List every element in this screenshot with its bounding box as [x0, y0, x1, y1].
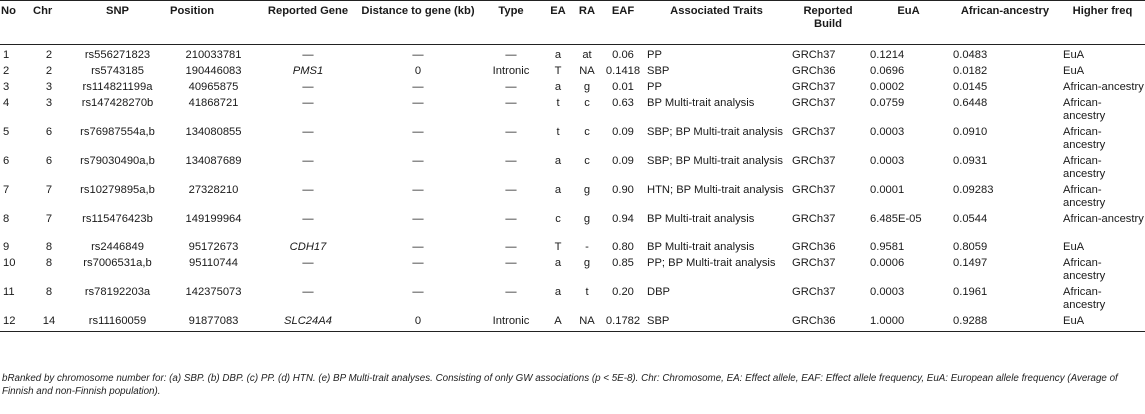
cell-build: GRCh37	[792, 257, 836, 269]
cell-snp: rs78192203a	[84, 286, 151, 298]
cell-snp: rs79030490a,b	[80, 155, 155, 167]
table-row	[0, 94, 1145, 123]
cell-snp: rs2446849	[91, 241, 144, 253]
table-row	[0, 238, 1145, 254]
cell-eaf: 0.1418	[605, 65, 641, 77]
cell-position: 95172673	[188, 241, 239, 253]
cell-eaf: 0.09	[612, 126, 634, 138]
cell-chr: 8	[45, 241, 53, 253]
cell-build: GRCh37	[792, 126, 836, 138]
cell-no: 2	[3, 65, 10, 77]
cell-eaf: 0.09	[612, 155, 634, 167]
cell-chr: 6	[45, 155, 53, 167]
table-row	[0, 210, 1145, 238]
cell-distance: —	[412, 241, 424, 253]
cell-build: GRCh37	[792, 49, 836, 61]
cell-build: GRCh37	[792, 81, 836, 93]
cell-snp: rs5743185	[91, 65, 144, 77]
cell-ea: a	[554, 49, 562, 61]
cell-ea: a	[554, 81, 562, 93]
cell-ea: A	[544, 312, 572, 332]
table-footnote: bRanked by chromosome number for: (a) SBP. (b) DBP. (c) PP. (d) HTN. (e) BP Multi-trait analyses. Consisting of only GW associations (p < 5E-8). Chr: Chromosome, EA: Effect allele, EAF: Effect allele frequency, EuA: European allele frequency (Average of Finnish and non-Finnish population).	[2, 373, 1118, 397]
cell-no: 10	[3, 257, 16, 269]
cell-ra: at	[582, 49, 592, 61]
cell-no: 12	[0, 312, 32, 332]
cell-chr: 8	[45, 257, 53, 269]
cell-type: —	[505, 97, 517, 109]
cell-gene: —	[302, 286, 314, 298]
cell-african: 0.0182	[953, 65, 988, 77]
cell-type: —	[505, 126, 517, 138]
table-row	[0, 45, 1145, 63]
cell-type: Intronic	[478, 312, 544, 332]
cell-ra: g	[583, 257, 591, 269]
cell-traits: DBP	[647, 286, 671, 298]
cell-build: GRCh37	[792, 286, 836, 298]
cell-ra: g	[583, 184, 591, 196]
cell-eua: 0.0003	[870, 286, 905, 298]
cell-chr: 3	[45, 97, 53, 109]
cell-higher-freq: EuA	[1063, 65, 1085, 77]
cell-ea: T	[554, 241, 562, 253]
cell-no: 3	[3, 81, 10, 93]
cell-african: 0.0910	[953, 126, 988, 138]
cell-no: 1	[3, 49, 10, 61]
cell-snp: rs10279895a,b	[80, 184, 155, 196]
cell-eaf: 0.1782	[602, 312, 644, 332]
cell-eua: 0.0696	[870, 65, 905, 77]
header-african-ancestry: African-ancestry	[950, 1, 1060, 45]
table-row	[0, 152, 1145, 181]
cell-eaf: 0.85	[612, 257, 634, 269]
cell-higher-freq: African-ancestry	[1063, 81, 1144, 93]
cell-build: GRCh36	[789, 312, 867, 332]
header-chr: Chr	[32, 1, 66, 45]
table-row	[0, 62, 1145, 78]
cell-african: 0.0145	[953, 81, 988, 93]
cell-distance: 0	[414, 65, 422, 77]
cell-eaf: 0.90	[612, 184, 634, 196]
header-eua: EuA	[867, 1, 950, 45]
cell-eaf: 0.01	[612, 81, 634, 93]
cell-no: 7	[3, 184, 10, 196]
cell-distance: —	[412, 213, 424, 225]
cell-position: 142375073	[185, 286, 242, 298]
cell-position: 134087689	[185, 155, 242, 167]
header-reported-build: Reported Build	[789, 1, 867, 45]
header-distance: Distance to gene (kb)	[358, 1, 478, 45]
cell-build: GRCh37	[792, 97, 836, 109]
cell-traits: PP	[647, 49, 662, 61]
cell-snp: rs115476423b	[82, 213, 153, 225]
cell-ra: NA	[579, 65, 595, 77]
cell-ra: NA	[572, 312, 602, 332]
cell-position: 40965875	[188, 81, 239, 93]
cell-gene: —	[302, 126, 314, 138]
cell-snp: rs7006531a,b	[83, 257, 152, 269]
cell-eaf: 0.80	[612, 241, 634, 253]
cell-traits: SBP; BP Multi-trait analysis	[647, 155, 783, 167]
cell-build: GRCh36	[792, 241, 836, 253]
cell-build: GRCh37	[792, 213, 836, 225]
cell-gene: —	[302, 184, 314, 196]
cell-type: —	[505, 257, 517, 269]
cell-distance: —	[412, 126, 424, 138]
header-eaf: EAF	[602, 1, 644, 45]
cell-eua: 0.0003	[870, 155, 905, 167]
cell-chr: 14	[32, 312, 66, 332]
cell-african: 0.1961	[953, 286, 988, 298]
cell-gene: CDH17	[289, 241, 327, 253]
cell-higher-freq: African-ancestry	[1063, 97, 1106, 122]
cell-type: —	[505, 81, 517, 93]
cell-chr: 8	[45, 286, 53, 298]
cell-african: 0.6448	[953, 97, 988, 109]
cell-ra: c	[584, 126, 590, 138]
table-row	[0, 283, 1145, 312]
cell-position: 149199964	[185, 213, 242, 225]
cell-ra: t	[585, 286, 589, 298]
cell-position: 27328210	[188, 184, 239, 196]
header-position: Position	[169, 1, 258, 45]
cell-type: —	[505, 213, 517, 225]
cell-eua: 0.0001	[870, 184, 905, 196]
cell-african: 0.0931	[953, 155, 988, 167]
table-row	[0, 78, 1145, 94]
table-row	[0, 312, 1145, 332]
cell-eaf: 0.20	[612, 286, 634, 298]
cell-build: GRCh37	[792, 155, 836, 167]
cell-traits: PP	[647, 81, 662, 93]
cell-higher-freq: EuA	[1060, 312, 1145, 332]
header-ea: EA	[544, 1, 572, 45]
table-row	[0, 123, 1145, 152]
cell-eaf: 0.63	[612, 97, 634, 109]
cell-ra: -	[585, 241, 589, 253]
cell-type: —	[505, 241, 517, 253]
cell-higher-freq: EuA	[1063, 49, 1085, 61]
cell-african: 0.0544	[953, 213, 988, 225]
cell-snp: rs76987554a,b	[80, 126, 155, 138]
cell-no: 9	[3, 241, 10, 253]
cell-position: 134080855	[185, 126, 242, 138]
cell-higher-freq: African-ancestry	[1063, 155, 1106, 180]
cell-eua: 1.0000	[867, 312, 950, 332]
cell-type: —	[505, 184, 517, 196]
cell-no: 11	[3, 286, 15, 298]
cell-chr: 6	[45, 126, 53, 138]
cell-no: 6	[3, 155, 10, 167]
header-row	[0, 1, 1145, 45]
cell-build: GRCh37	[792, 184, 836, 196]
cell-position: 91877083	[169, 312, 258, 332]
table-row	[0, 254, 1145, 283]
cell-eua: 6.485E-05	[870, 213, 922, 225]
cell-eua: 0.0002	[870, 81, 905, 93]
cell-african: 0.1497	[953, 257, 988, 269]
header-no: No	[0, 1, 32, 45]
cell-type: —	[505, 286, 517, 298]
cell-chr: 2	[45, 49, 53, 61]
cell-distance: 0	[358, 312, 478, 332]
cell-snp: rs11160059	[66, 312, 169, 332]
header-type: Type	[478, 1, 544, 45]
cell-chr: 7	[45, 184, 53, 196]
cell-eua: 0.0006	[870, 257, 905, 269]
cell-ea: a	[554, 184, 562, 196]
cell-eua: 0.0759	[870, 97, 905, 109]
cell-gene: PMS1	[292, 65, 324, 77]
header-associated-traits: Associated Traits	[644, 1, 789, 45]
cell-build: GRCh36	[792, 65, 836, 77]
cell-ea: t	[556, 126, 560, 138]
cell-traits: HTN; BP Multi-trait analysis	[647, 184, 784, 196]
cell-ra: c	[584, 155, 590, 167]
cell-eaf: 0.94	[612, 213, 634, 225]
cell-traits: SBP	[644, 312, 789, 332]
cell-eua: 0.0003	[870, 126, 905, 138]
header-reported-gene: Reported Gene	[258, 1, 358, 45]
cell-snp: rs114821199a	[82, 81, 153, 93]
cell-position: 95110744	[189, 257, 238, 269]
cell-gene: —	[302, 257, 314, 269]
cell-african: 0.8059	[953, 241, 988, 253]
cell-chr: 7	[45, 213, 53, 225]
cell-gene: —	[302, 49, 314, 61]
cell-no: 4	[3, 97, 10, 109]
cell-distance: —	[412, 97, 424, 109]
cell-distance: —	[412, 257, 424, 269]
cell-gene: —	[302, 213, 314, 225]
cell-position: 190446083	[185, 65, 242, 77]
header-higher-freq: Higher freq	[1060, 1, 1145, 45]
cell-ea: c	[555, 213, 561, 225]
header-snp: SNP	[66, 1, 169, 45]
cell-ea: t	[556, 97, 560, 109]
cell-distance: —	[412, 155, 424, 167]
cell-chr: 3	[45, 81, 53, 93]
cell-distance: —	[412, 184, 424, 196]
cell-eaf: 0.06	[612, 49, 634, 61]
cell-ea: T	[554, 65, 562, 77]
cell-higher-freq: African-ancestry	[1063, 213, 1144, 225]
cell-ra: c	[584, 97, 590, 109]
cell-snp: rs556271823	[84, 49, 151, 61]
cell-no: 8	[3, 213, 10, 225]
cell-no: 5	[3, 126, 10, 138]
cell-ea: a	[554, 286, 562, 298]
cell-snp: rs147428270b	[81, 97, 154, 109]
cell-higher-freq: African-ancestry	[1063, 126, 1106, 151]
cell-african: 0.09283	[953, 184, 994, 196]
table-row	[0, 181, 1145, 210]
cell-position: 41868721	[188, 97, 239, 109]
cell-ea: a	[554, 155, 562, 167]
cell-traits: SBP	[647, 65, 670, 77]
cell-type: —	[505, 49, 517, 61]
cell-eua: 0.9581	[870, 241, 905, 253]
cell-traits: BP Multi-trait analysis	[647, 241, 755, 253]
cell-eua: 0.1214	[870, 49, 905, 61]
cell-type: Intronic	[492, 65, 530, 77]
cell-distance: —	[412, 81, 424, 93]
cell-type: —	[505, 155, 517, 167]
cell-ra: g	[583, 81, 591, 93]
cell-ea: a	[554, 257, 562, 269]
cell-distance: —	[412, 49, 424, 61]
header-ra: RA	[572, 1, 602, 45]
cell-traits: BP Multi-trait analysis	[647, 213, 755, 225]
cell-gene: —	[302, 81, 314, 93]
cell-traits: SBP; BP Multi-trait analysis	[647, 126, 783, 138]
cell-gene: —	[302, 155, 314, 167]
cell-position: 210033781	[185, 49, 242, 61]
cell-african: 0.9288	[950, 312, 1060, 332]
cell-distance: —	[412, 286, 424, 298]
cell-african: 0.0483	[953, 49, 988, 61]
cell-higher-freq: EuA	[1063, 241, 1085, 253]
cell-ra: g	[583, 213, 591, 225]
cell-higher-freq: African-ancestry	[1063, 257, 1106, 282]
cell-chr: 2	[45, 65, 53, 77]
cell-gene: SLC24A4	[258, 312, 358, 332]
cell-higher-freq: African-ancestry	[1063, 286, 1106, 311]
cell-higher-freq: African-ancestry	[1063, 184, 1106, 209]
cell-traits: PP; BP Multi-trait analysis	[647, 257, 776, 269]
cell-gene: —	[302, 97, 314, 109]
cell-traits: BP Multi-trait analysis	[647, 97, 755, 109]
